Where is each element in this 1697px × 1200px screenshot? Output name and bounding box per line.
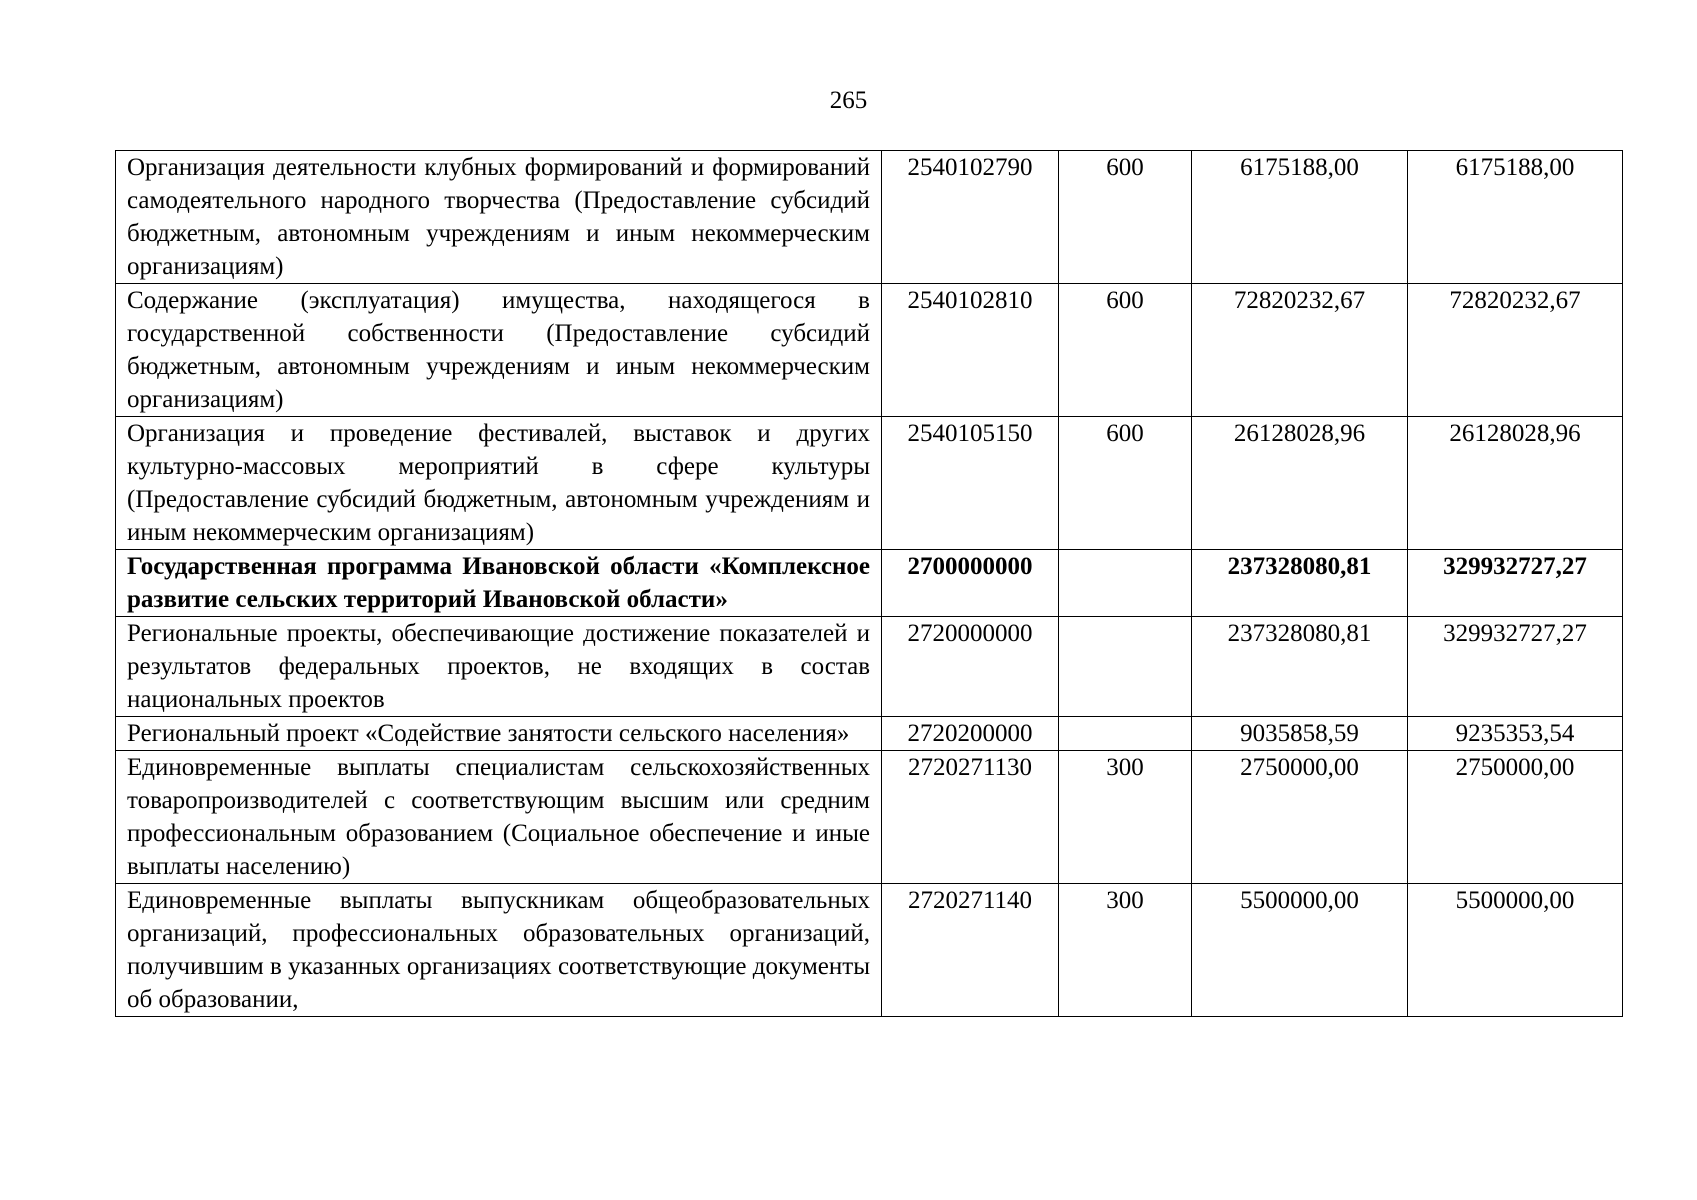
row-name: Государственная программа Ивановской области «Комплексное развитие сельских территорий Ивановской области» [116,550,882,617]
row-kvr: 600 [1059,151,1192,284]
row-sum-2: 329932727,27 [1408,617,1623,717]
budget-table [115,150,1623,1017]
row-sum-1: 26128028,96 [1192,417,1408,550]
row-sum-2: 2750000,00 [1408,751,1623,884]
row-name: Организация деятельности клубных формирований и формирований самодеятельного народного творчества (Предоставление субсидий бюджетным, автономным учреждениям и иным некоммерческим организациям) [116,151,882,284]
page-number: 265 [829,87,868,114]
row-code: 2720271140 [882,884,1059,1017]
row-name: Единовременные выплаты выпускникам общеобразовательных организаций, профессиональных образовательных организаций, получившим в указанных организациях соответствующие документы об образовании, [116,884,882,1017]
row-sum-2: 26128028,96 [1408,417,1623,550]
row-kvr: 300 [1059,751,1192,884]
row-code: 2540102790 [882,151,1059,284]
row-name: Содержание (эксплуатация) имущества, находящегося в государственной собственности (Предоставление субсидий бюджетным, автономным учреждениям и иным некоммерческим организациям) [116,284,882,417]
table-row [116,751,1623,884]
row-sum-1: 237328080,81 [1192,550,1408,617]
row-kvr: 300 [1059,884,1192,1017]
row-code: 2540105150 [882,417,1059,550]
row-sum-1: 9035858,59 [1192,717,1408,751]
row-name: Региональные проекты, обеспечивающие достижение показателей и результатов федеральных проектов, не входящих в состав национальных проектов [116,617,882,717]
table-row [116,617,1623,717]
row-name: Единовременные выплаты специалистам сельскохозяйственных товаропроизводителей с соответствующим высшим или средним профессиональным образованием (Социальное обеспечение и иные выплаты населению) [116,751,882,884]
row-sum-1: 72820232,67 [1192,284,1408,417]
row-kvr [1059,550,1192,617]
row-sum-2: 72820232,67 [1408,284,1623,417]
row-kvr [1059,717,1192,751]
row-kvr [1059,617,1192,717]
row-code: 2540102810 [882,284,1059,417]
row-sum-1: 6175188,00 [1192,151,1408,284]
row-sum-2: 5500000,00 [1408,884,1623,1017]
row-sum-1: 2750000,00 [1192,751,1408,884]
row-code: 2700000000 [882,550,1059,617]
table-row-program [116,550,1623,617]
row-name: Организация и проведение фестивалей, выставок и других культурно-массовых мероприятий в сфере культуры (Предоставление субсидий бюджетным, автономным учреждениям и иным некоммерческим организациям) [116,417,882,550]
row-sum-2: 329932727,27 [1408,550,1623,617]
row-kvr: 600 [1059,417,1192,550]
row-code: 2720271130 [882,751,1059,884]
row-name: Региональный проект «Содействие занятости сельского населения» [116,717,882,751]
table-row [116,717,1623,751]
row-kvr: 600 [1059,284,1192,417]
row-sum-1: 237328080,81 [1192,617,1408,717]
table-row [116,884,1623,1017]
row-sum-2: 6175188,00 [1408,151,1623,284]
table-row [116,284,1623,417]
row-code: 2720200000 [882,717,1059,751]
row-code: 2720000000 [882,617,1059,717]
table-row [116,417,1623,550]
row-sum-2: 9235353,54 [1408,717,1623,751]
table-row [116,151,1623,284]
row-sum-1: 5500000,00 [1192,884,1408,1017]
